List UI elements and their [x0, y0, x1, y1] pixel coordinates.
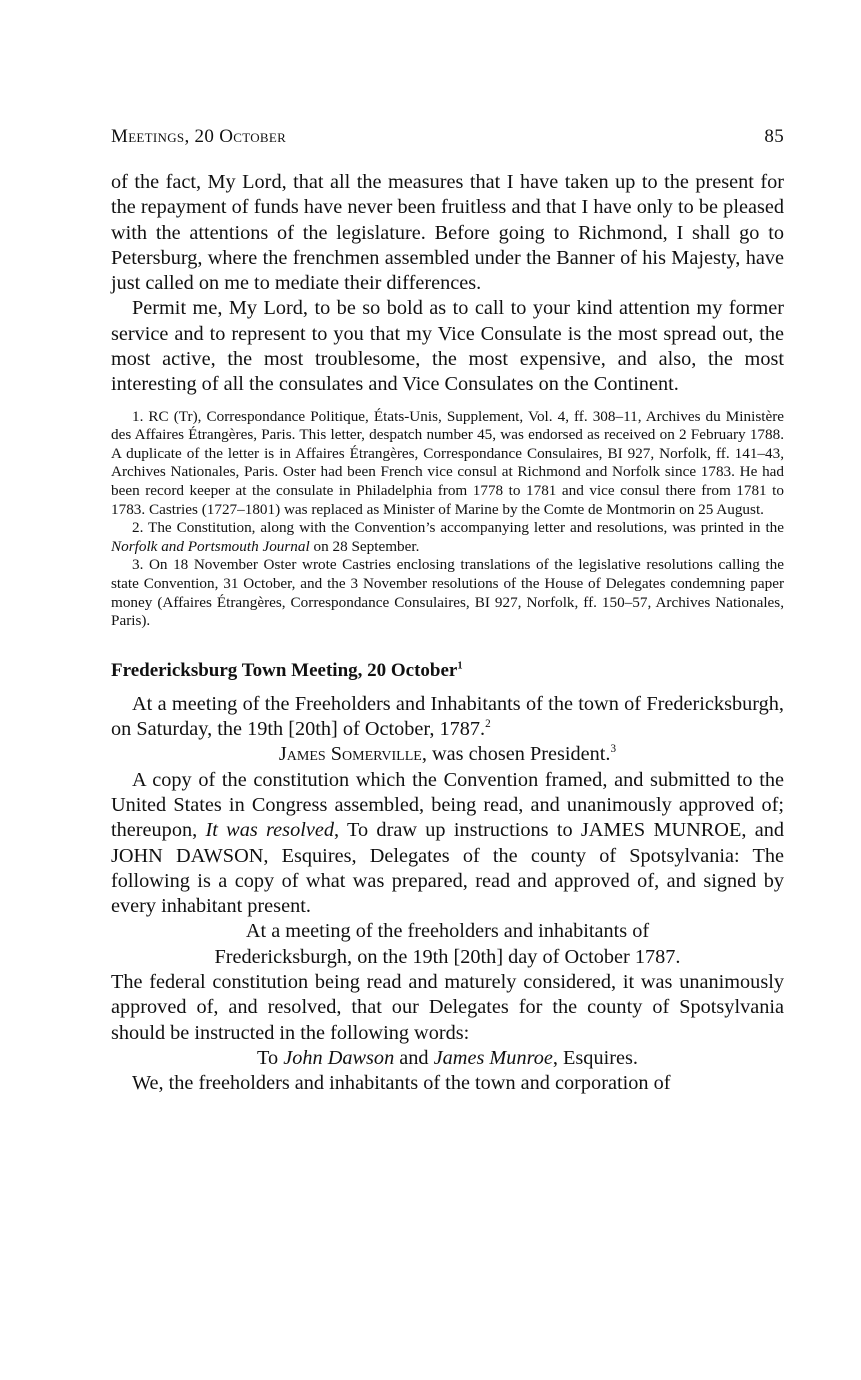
centered-heading-1: At a meeting of the freeholders and inhabitants of	[245, 920, 650, 943]
copy-paragraph	[111, 768, 784, 920]
copy-paragraph-rest: , To draw up instructions to JAMES MUNROE, and JOHN DAWSON, Esquires, Delegates of the county of Spotsylvania: The following is a copy of what was prepared, read and approved of, and signed by every inhabitant present.	[111, 819, 784, 918]
footnote-2-end: on 28 September.	[309, 537, 420, 555]
section-heading	[111, 660, 784, 682]
copy-paragraph-text: A copy of the constitution which the Convention framed, and submitted to the United States in Congress assembled, being read, and unanimously approved of; thereupon,	[111, 768, 784, 842]
president-line	[111, 742, 784, 767]
letter-paragraph-2: Permit me, My Lord, to be so bold as to call to your kind attention my former service and to represent to you that my Vice Consulate is the most spread out, the most active, the most troublesome, the most expensive, and also, the most interesting of all the consulates and Vice Consulates on the Continent.	[111, 297, 784, 396]
centered-heading-2: Fredericksburgh, on the 19th [20th] day of October 1787.	[214, 945, 681, 968]
president-name: James Somerville	[278, 743, 422, 766]
meeting-paragraph-text: At a meeting of the Freeholders and Inhabitants of the town of Fredericksburgh, on Saturday, the 19th [20th] of October, 1787.	[111, 692, 784, 741]
footnote-1: 1. RC (Tr), Correspondance Politique, États-Unis, Supplement, Vol. 4, ff. 308–11, Archives du Ministère des Affaires Étrangères, Paris. This letter, despatch number 45, was endorsed as received on 2 February 1788. A duplicate of the letter is in Affaires Étrangères, Correspondance Consulaires, BI 927, Norfolk, ff. 141–43, Archives Nationales, Paris. Oster had been French vice consul at Richmond and Norfolk since 1783. He had been record keeper at the consulate in Philadelphia from 1778 to 1781 and vice consul there from 1781 to 1783. Castries (1727–1801) was replaced as Minister of Marine by the Comte de Montmorin on 25 August.	[111, 407, 784, 518]
footnote-2	[111, 519, 784, 556]
page-number: 85	[764, 126, 784, 147]
letter-text	[111, 170, 784, 398]
address-end: , Esquires.	[552, 1046, 638, 1069]
footnote-3: 3. On 18 November Oster wrote Castries enclosing translations of the legislative resolutions calling the state Convention, 31 October, and the 3 November resolutions of the House of Delegates condemning paper money (Affaires Étrangères, Correspondance Consulaires, BI 927, Norfolk, ff. 150–57, Archives Nationales, Paris).	[111, 556, 784, 630]
document-page	[111, 126, 784, 1097]
address-name-2: James Munroe	[433, 1046, 553, 1069]
address-name-1: John Dawson	[283, 1046, 395, 1069]
section-heading-note: 1	[457, 660, 463, 672]
president-text: , was chosen President.	[421, 743, 611, 766]
running-header	[111, 126, 784, 148]
copy-paragraph-resolved: It was resolved	[205, 819, 334, 842]
address-to: To	[257, 1046, 284, 1069]
footnote-2-text: 2. The Constitution, along with the Convention’s accompanying letter and resolutions, was printed in the	[132, 519, 784, 537]
letter-paragraph-1: of the fact, My Lord, that all the measures that I have taken up to the present for the repayment of funds have never been fruitless and that I have only to be pleased with the attentions of the legislature. Before going to Richmond, I shall go to Petersburg, where the frenchmen assembled under the Banner of his Majesty, have just called on me to mediate their differences.	[111, 171, 784, 295]
meeting-paragraph	[111, 692, 784, 743]
section-heading-text: Fredericksburg Town Meeting, 20 October	[111, 659, 458, 681]
address-and: and	[394, 1046, 434, 1069]
president-note: 3	[610, 743, 617, 756]
section-text	[111, 692, 784, 1097]
running-title: Meetings, 20 October	[111, 126, 287, 147]
meeting-paragraph-note: 2	[485, 718, 491, 731]
final-paragraph: We, the freeholders and inhabitants of the town and corporation of	[132, 1072, 671, 1095]
address-line	[111, 1046, 784, 1071]
constitution-paragraph: The federal constitution being read and maturely considered, it was unanimously approved of, and resolved, that our Delegates for the county of Spotsylvania should be instructed in the following words:	[111, 971, 784, 1044]
footnote-2-journal: Norfolk and Portsmouth Journal	[111, 537, 310, 555]
footnotes	[111, 408, 784, 631]
